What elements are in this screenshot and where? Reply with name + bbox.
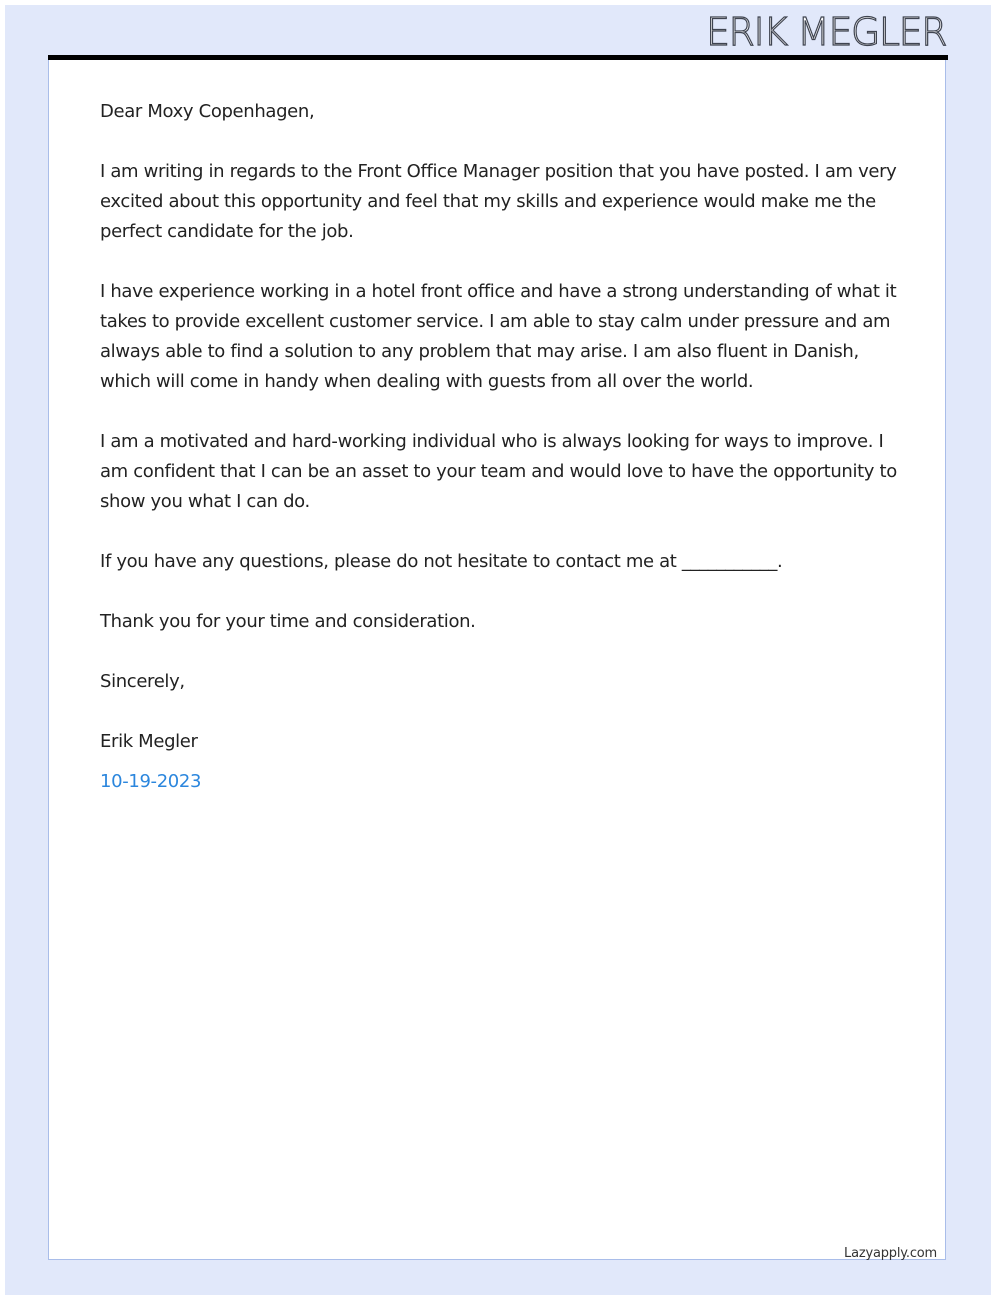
letter-closing: Sincerely, [100, 671, 185, 692]
letter-greeting: Dear Moxy Copenhagen, [100, 101, 315, 122]
header-rule [48, 55, 948, 60]
letter-signature: Erik Megler [100, 731, 198, 752]
letter-date: 10-19-2023 [100, 771, 202, 792]
letter-paragraph: I am writing in regards to the Front Office Manager position that you have posted. I am very excited about this opportunity and feel that my skills and experience would make me the perfect candidate for the job. [100, 161, 897, 242]
letter-paragraph: Thank you for your time and consideration. [100, 611, 476, 632]
letter-paragraph: I have experience working in a hotel front office and have a strong understanding of what it takes to provide excellent customer service. I am able to stay calm under pressure and am always able to find a solution to any problem that may arise. I am also fluent in Danish, which will come in handy when dealing with guests from all over the world. [100, 281, 897, 392]
applicant-name-header: ERIK MEGLER [706, 10, 946, 54]
cover-letter-body [100, 97, 900, 827]
letter-paragraph: If you have any questions, please do not hesitate to contact me at ___________. [100, 551, 783, 572]
footer-brand: Lazyapply.com [844, 1246, 937, 1261]
letter-paragraph: I am a motivated and hard-working individual who is always looking for ways to improve. I am confident that I can be an asset to your team and would love to have the opportunity to show you what I can do. [100, 431, 897, 512]
